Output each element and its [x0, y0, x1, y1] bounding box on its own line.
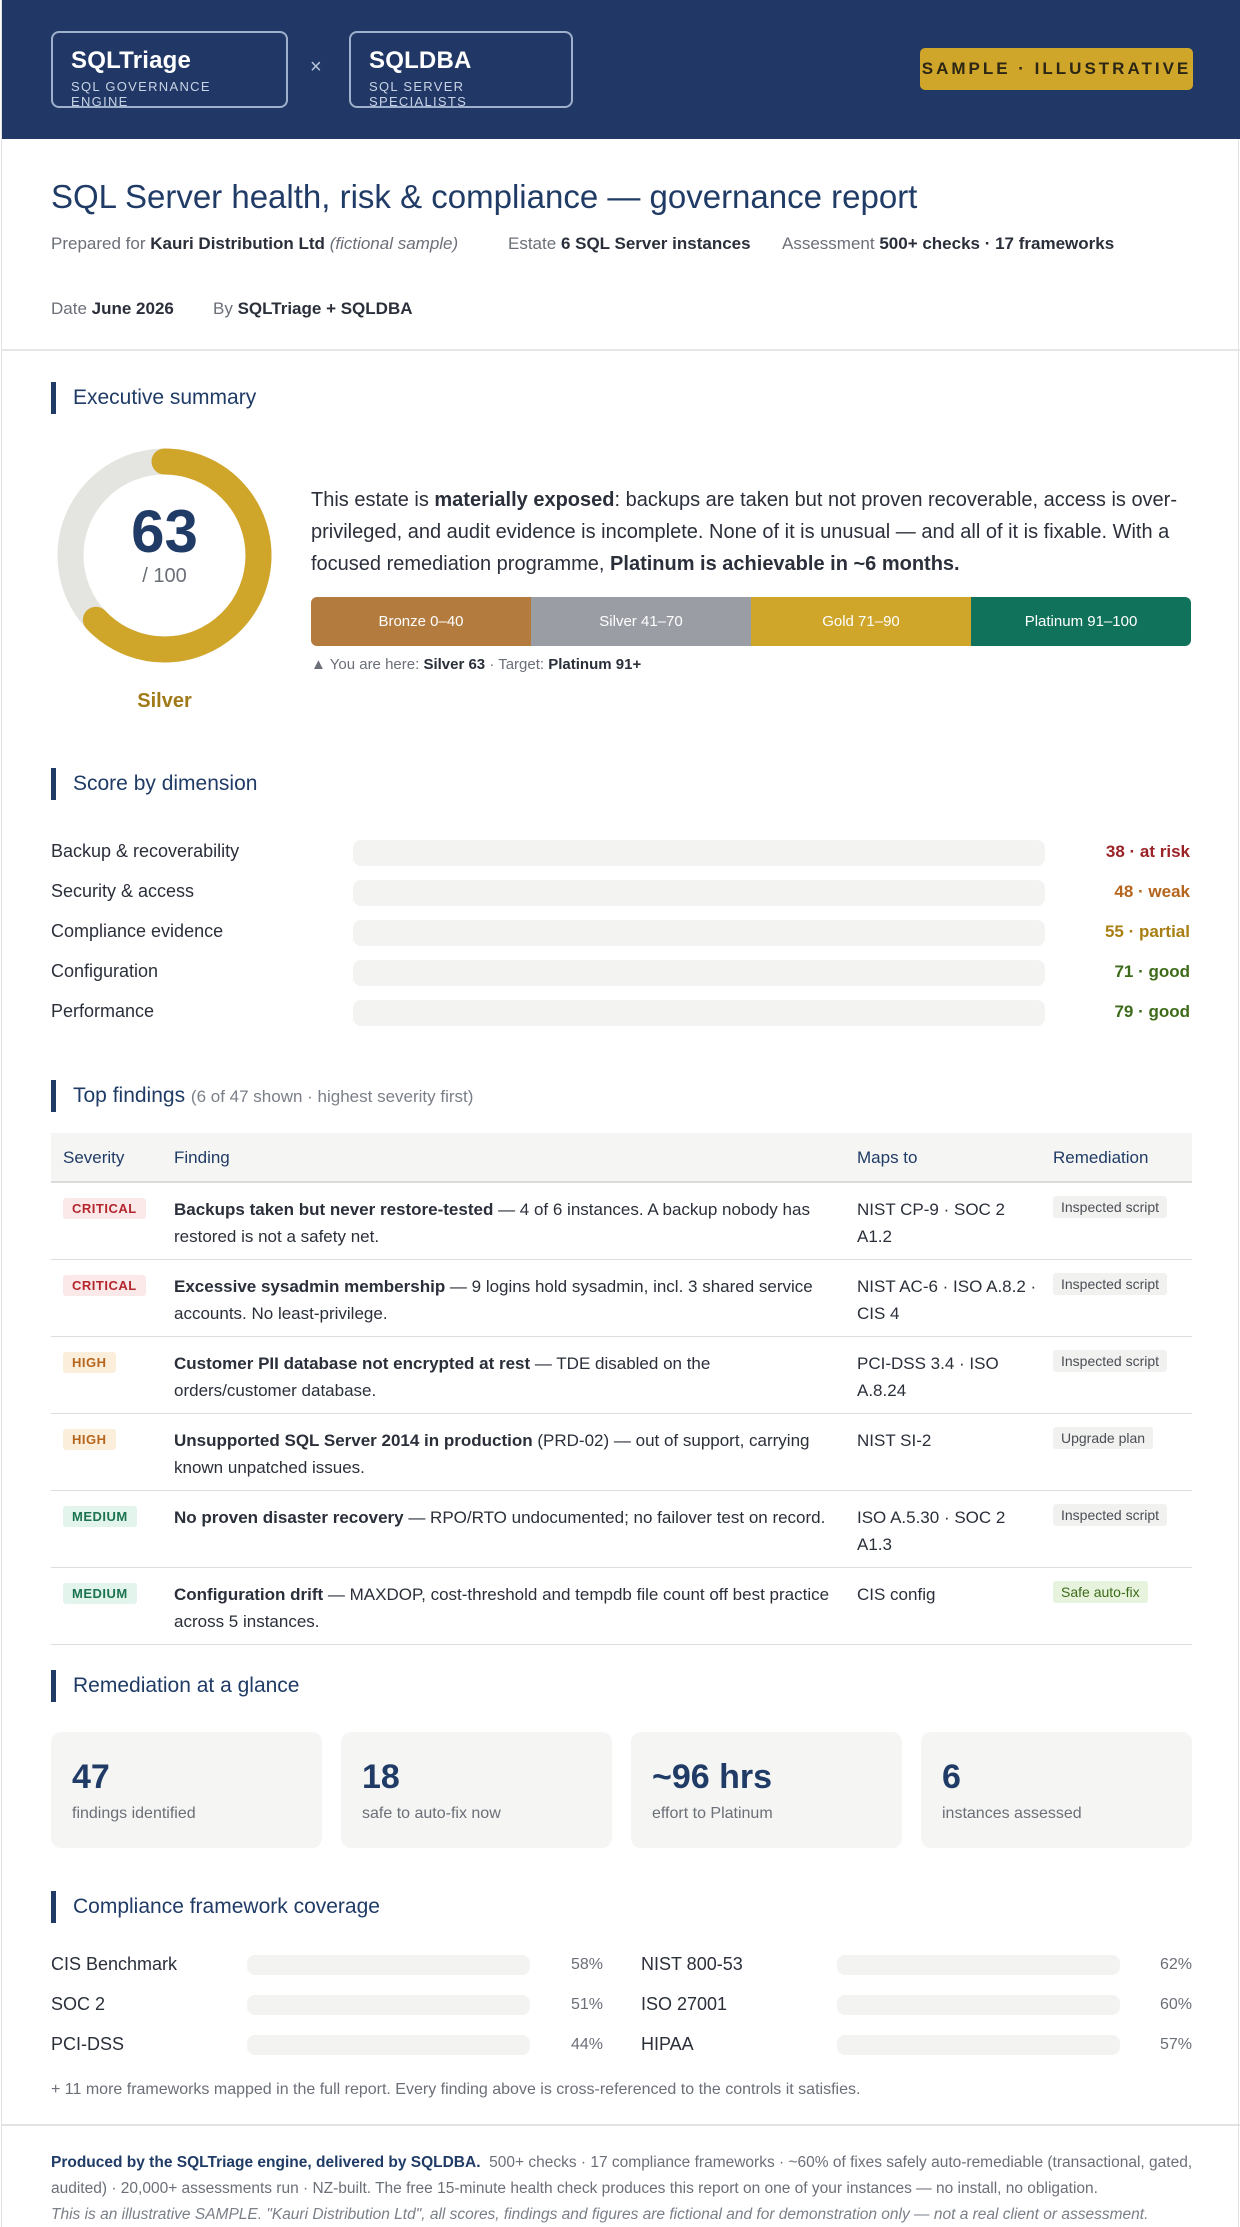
tier-platinum: Platinum 91–100	[971, 597, 1191, 646]
dimension-bar-fill	[353, 1000, 900, 1026]
dimension-score: 55 · partial	[1104, 922, 1190, 941]
framework-label: PCI-DSS	[51, 2034, 125, 2054]
framework-percent: 58%	[570, 1956, 603, 1973]
section-heading-top-findings: Top findings (6 of 47 shown · highest severity first)	[51, 1080, 473, 1112]
column-header-maps-to: Maps to	[857, 1148, 918, 1167]
section-heading-remediation: Remediation at a glance	[51, 1670, 299, 1702]
dimension-score: 71 · good	[1114, 962, 1190, 981]
severity-badge: MEDIUM	[63, 1583, 137, 1604]
overall-score: 63	[131, 498, 198, 565]
dimension-label: Backup & recoverability	[51, 841, 240, 861]
dimension-score: 79 · good	[1114, 1002, 1190, 1021]
finding-text: Backups taken but never restore-tested — 4 of 6 instances. A backup nobody has restored is not a safety net.	[174, 1200, 810, 1246]
dimension-bar-track	[353, 880, 1045, 906]
author-meta: By SQLTriage + SQLDBA	[213, 299, 413, 318]
report-title: SQL Server health, risk & compliance — governance report	[51, 178, 918, 215]
dimension-bar-fill	[353, 920, 734, 946]
remediation-tag: Upgrade plan	[1053, 1427, 1153, 1449]
framework-bar-fill	[837, 1955, 1012, 1975]
tier-scale	[311, 597, 1191, 646]
finding-text: Excessive sysadmin membership — 9 logins hold sysadmin, incl. 3 shared service accounts. No least-privilege.	[174, 1277, 813, 1323]
dimension-label: Configuration	[51, 961, 159, 981]
framework-mapping: NIST CP-9 · SOC 2 A1.2	[857, 1200, 1005, 1246]
table-row	[51, 1414, 1192, 1491]
sample-badge: SAMPLE · ILLUSTRATIVE	[920, 48, 1193, 90]
stat-label: findings identified	[72, 1805, 196, 1822]
framework-percent: 60%	[1159, 1996, 1192, 2013]
report-page	[1, 0, 1239, 2227]
finding-text: No proven disaster recovery — RPO/RTO undocumented; no failover test on record.	[174, 1508, 826, 1527]
framework-bar-fill	[837, 1995, 1007, 2015]
brand-name: SQLDBA	[369, 47, 472, 74]
findings-table-header	[51, 1133, 1192, 1183]
remediation-tag: Inspected script	[1053, 1196, 1167, 1218]
remediation-tag: Inspected script	[1053, 1350, 1167, 1372]
stat-label: effort to Platinum	[652, 1805, 773, 1822]
tier-gold: Gold 71–90	[751, 597, 971, 646]
date-meta: Date June 2026	[51, 299, 174, 318]
stat-card	[341, 1732, 612, 1848]
severity-badge: HIGH	[63, 1352, 116, 1373]
column-header-remediation: Remediation	[1053, 1148, 1149, 1167]
severity-badge: CRITICAL	[63, 1198, 146, 1219]
dimension-bar-track	[353, 960, 1045, 986]
prepared-for: Prepared for Kauri Distribution Ltd (fictional sample)	[51, 234, 459, 253]
table-row	[51, 1337, 1192, 1414]
severity-badge: HIGH	[63, 1429, 116, 1450]
current-position-marker: ▲ You are here: Silver 63 · Target: Platinum 91+	[311, 656, 642, 673]
framework-label: NIST 800-53	[641, 1954, 743, 1974]
assessment-meta: Assessment 500+ checks · 17 frameworks	[782, 234, 1115, 253]
estate-meta: Estate 6 SQL Server instances	[508, 234, 751, 253]
framework-percent: 62%	[1159, 1956, 1192, 1973]
footer-text: 500+ checks · 17 compliance frameworks · ~60% of fixes safely auto-remediable (transactional, gated, audited) · 20,000+ assessments run · NZ-built. The free 15-minute health check produces this report on one of your instances — no install, no obligation.	[51, 2154, 1193, 2197]
dimension-bar-fill	[353, 960, 844, 986]
tier-silver: Silver 41–70	[531, 597, 751, 646]
tier-bronze: Bronze 0–40	[311, 597, 531, 646]
framework-mapping: ISO A.5.30 · SOC 2 A1.3	[857, 1508, 1006, 1554]
brand-tagline: SQL GOVERNANCE ENGINE	[71, 79, 211, 109]
remediation-tag: Inspected script	[1053, 1273, 1167, 1295]
header-band	[2, 0, 1240, 139]
table-row	[51, 1491, 1192, 1568]
framework-percent: 44%	[570, 2036, 603, 2053]
stat-value: ~96 hrs	[652, 1758, 773, 1796]
dimension-score: 48 · weak	[1114, 882, 1190, 901]
severity-badge: MEDIUM	[63, 1506, 137, 1527]
framework-label: HIPAA	[641, 2034, 694, 2054]
stat-card	[51, 1732, 322, 1848]
remediation-tag: Inspected script	[1053, 1504, 1167, 1526]
section-divider	[2, 349, 1240, 351]
framework-bar-track	[247, 2035, 530, 2055]
framework-bar-fill	[247, 1955, 411, 1975]
framework-percent: 51%	[570, 1996, 603, 2013]
brand-name: SQLTriage	[71, 47, 192, 74]
finding-text: Unsupported SQL Server 2014 in production (PRD-02) — out of support, carrying known unpatched issues.	[174, 1431, 810, 1477]
severity-badge: CRITICAL	[63, 1275, 146, 1296]
framework-bar-fill	[247, 1995, 391, 2015]
remediation-tag: Safe auto-fix	[1053, 1581, 1148, 1603]
stat-card	[631, 1732, 902, 1848]
finding-text: Customer PII database not encrypted at rest — TDE disabled on the orders/customer database.	[174, 1354, 711, 1400]
finding-text: Configuration drift — MAXDOP, cost-threshold and tempdb file count off best practice across 5 instances.	[174, 1585, 830, 1631]
section-heading-frameworks: Compliance framework coverage	[51, 1891, 380, 1923]
framework-label: SOC 2	[51, 1994, 106, 2014]
dimension-bar-fill	[353, 880, 685, 906]
framework-bar-track	[837, 1995, 1120, 2015]
section-heading-executive-summary: Executive summary	[51, 382, 256, 414]
stat-card	[921, 1732, 1192, 1848]
framework-bar-track	[837, 1955, 1120, 1975]
stat-value: 47	[72, 1758, 110, 1796]
framework-bar-track	[247, 1955, 530, 1975]
dimension-label: Compliance evidence	[51, 921, 224, 941]
footer-lead: Produced by the SQLTriage engine, delivered by SQLDBA.	[51, 2154, 481, 2171]
frameworks-footnote: + 11 more frameworks mapped in the full report. Every finding above is cross-referenced to the controls it satisfies.	[51, 2081, 861, 2098]
framework-mapping: PCI-DSS 3.4 · ISO A.8.24	[857, 1354, 999, 1400]
column-header-finding: Finding	[174, 1148, 230, 1167]
dimension-label: Performance	[51, 1001, 155, 1021]
framework-label: ISO 27001	[641, 1994, 728, 2014]
section-heading-dimensions: Score by dimension	[51, 768, 257, 800]
framework-percent: 57%	[1159, 2036, 1192, 2053]
framework-mapping: NIST SI-2	[857, 1431, 932, 1450]
executive-summary-text: This estate is materially exposed: backups are taken but not proven recoverable, access is over-privileged, and audit evidence is incomplete. None of it is unusual — and all of it is fixable. With a focused remediation programme, Platinum is achievable in ~6 months.	[311, 489, 1178, 575]
stat-label: safe to auto-fix now	[362, 1805, 501, 1822]
dimension-bar-track	[353, 920, 1045, 946]
table-row	[51, 1568, 1192, 1645]
column-header-severity: Severity	[63, 1148, 125, 1167]
framework-bar-fill	[247, 2035, 372, 2055]
dimension-bar-fill	[353, 840, 616, 866]
stat-label: instances assessed	[942, 1805, 1082, 1822]
stat-value: 18	[362, 1758, 400, 1796]
brand-tagline: SQL SERVER SPECIALISTS	[369, 79, 468, 109]
framework-bar-track	[247, 1995, 530, 2015]
table-row	[51, 1183, 1192, 1260]
footer-divider	[2, 2124, 1240, 2126]
dimension-bar-track	[353, 840, 1045, 866]
dimension-score: 38 · at risk	[1105, 842, 1190, 861]
framework-mapping: NIST AC-6 · ISO A.8.2 · CIS 4	[857, 1277, 1037, 1323]
sqldba-logo	[349, 31, 573, 108]
framework-label: CIS Benchmark	[51, 1954, 178, 1974]
dimension-bar-track	[353, 1000, 1045, 1026]
dimension-label: Security & access	[51, 881, 195, 901]
stat-value: 6	[942, 1758, 961, 1796]
brand-separator: ×	[310, 56, 322, 78]
footer-disclaimer: This is an illustrative SAMPLE. "Kauri Distribution Ltd", all scores, findings and figures are fictional and for demonstration only — not a real client or assessment.	[51, 2206, 1149, 2223]
framework-mapping: CIS config	[857, 1585, 936, 1604]
score-max: / 100	[142, 565, 187, 587]
framework-bar-fill	[837, 2035, 998, 2055]
table-row	[51, 1260, 1192, 1337]
framework-bar-track	[837, 2035, 1120, 2055]
report-footer	[51, 2150, 1201, 2227]
sqltriage-logo	[51, 31, 288, 108]
score-tier: Silver	[137, 690, 192, 712]
